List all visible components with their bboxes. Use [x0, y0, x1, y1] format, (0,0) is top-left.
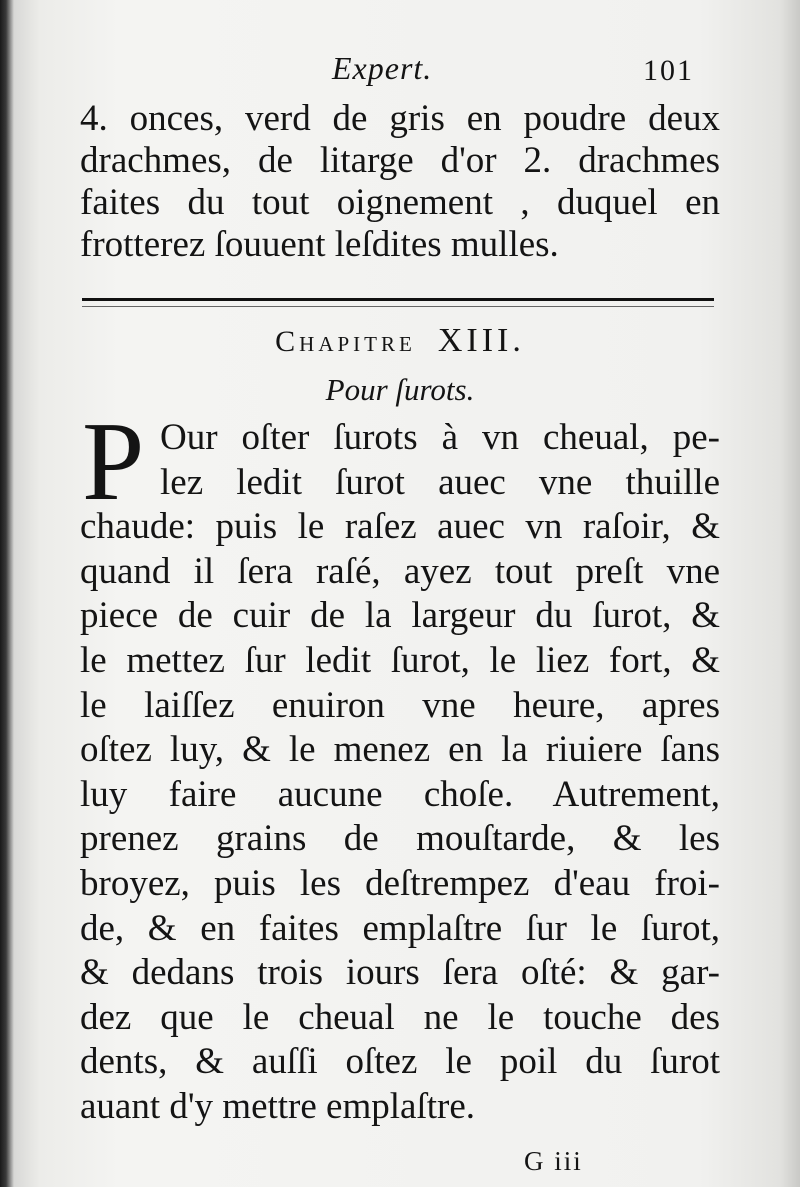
signature-mark: G iii [524, 1146, 583, 1176]
text-line: drachmes, de litarge d'or 2. drachmes [80, 140, 720, 181]
continued-text [80, 98, 720, 266]
text-line: chaude: puis le raſez auec vn raſoir, & [80, 506, 720, 548]
text-line: luy faire aucune choſe. Autrement, [80, 773, 720, 815]
text-line: dez que le cheual ne le touche des [80, 996, 720, 1038]
text-line: quand il ſera raſé, ayez tout preſt vne [80, 550, 720, 592]
chapter-body [80, 416, 720, 1130]
section-rule [82, 298, 714, 301]
text-line: de, & en faites emplaſtre ſur le ſurot, [80, 907, 720, 949]
chapter-label: Chapitre [275, 325, 416, 358]
drop-cap: P [82, 400, 145, 524]
text-line: dents, & auſſi oſtez le poil du ſurot [80, 1041, 720, 1083]
text-line: lez ledit ſurot auec vne thuille [160, 461, 720, 503]
text-line: le laiſſez enuiron vne heure, apres [80, 684, 720, 726]
text-line: piece de cuir de la largeur du ſurot, & [80, 595, 720, 637]
text-line: 4. onces, verd de gris en poudre deux [80, 98, 720, 139]
chapter-heading [0, 322, 800, 360]
text-line: Our oſter ſurots à vn cheual, pe- [160, 417, 720, 458]
page-number: 101 [643, 54, 694, 87]
running-head [0, 50, 800, 90]
text-line: auant d'y mettre emplaſtre. [80, 1085, 476, 1127]
text-line: le mettez ſur ledit ſurot, le liez fort, & [80, 639, 720, 681]
text-line: prenez grains de mouſtarde, & les [80, 818, 720, 860]
text-line: frotterez ſouuent leſdites mulles. [80, 224, 559, 265]
chapter-subtitle: Pour ſurots. [325, 372, 475, 407]
section-rule-thin [82, 306, 714, 307]
text-line: broyez, puis les deſtrempez d'eau froi- [80, 862, 720, 904]
running-title: Expert. [332, 50, 433, 86]
text-line: faites du tout oignement , duquel en [80, 182, 720, 223]
chapter-number: XIII. [437, 322, 525, 359]
text-line: & dedans trois iours ſera oſté: & gar- [80, 952, 720, 994]
text-line: oſtez luy, & le menez en la riuiere ſans [80, 729, 720, 771]
